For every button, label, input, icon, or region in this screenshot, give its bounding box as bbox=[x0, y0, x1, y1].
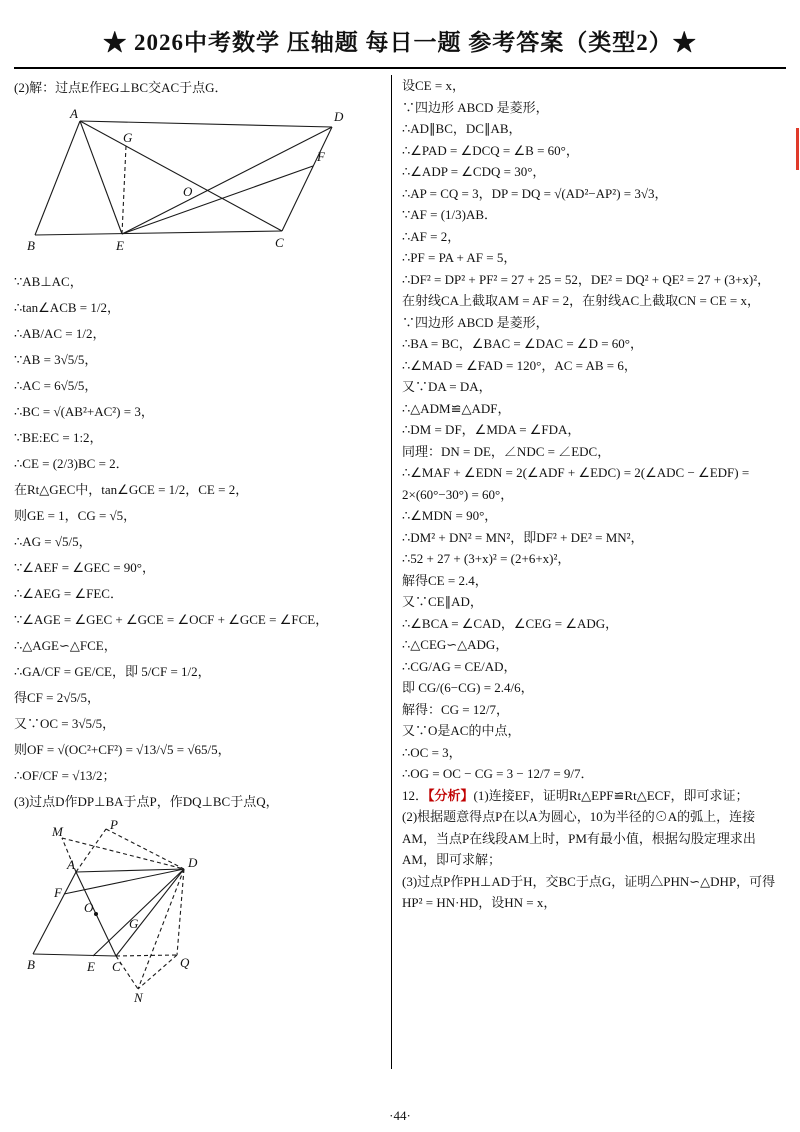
figure2-labels bbox=[27, 819, 198, 1004]
math-line: ∴52 + 27 + (3+x)² = (2+6+x)²， bbox=[402, 551, 571, 566]
math-line: 解得：CG = 12/7， bbox=[402, 701, 510, 717]
math-line: ∴∠MAD = ∠FAD = 120°，AC = AB = 6， bbox=[402, 357, 637, 373]
math-line: ∴∠MDN = 90°， bbox=[402, 508, 498, 523]
math-line: ∴∠AEG = ∠FEC． bbox=[14, 586, 123, 601]
math-line: ∴△ADM≌△ADF， bbox=[402, 400, 511, 416]
point-label-C: C bbox=[112, 959, 121, 974]
math-line: ∵四边形 ABCD 是菱形， bbox=[402, 314, 549, 330]
point-label-M: M bbox=[52, 824, 63, 839]
math-line: ∴CG/AG = CE/AD， bbox=[402, 658, 517, 674]
point-label-G: G bbox=[129, 916, 139, 931]
math-line: ∴∠BCA = ∠CAD，∠CEG = ∠ADG， bbox=[402, 615, 619, 631]
math-line: ∴DF² = DP² + PF² = 27 + 25 = 52，DE² = DQ² + QE² = 27 + (3+x)²， bbox=[402, 271, 771, 287]
math-line: ∴OF/CF = √13/2； bbox=[14, 768, 116, 783]
question-number: 12． bbox=[402, 787, 429, 803]
question-12-analysis-line bbox=[402, 785, 782, 807]
point-label-F: F bbox=[317, 149, 325, 164]
math-line: (2)根据题意得点P在以A为圆心，10为半径的⊙A的弧上，连接AM，当点P在线段AM上时，PM有最小值，根据勾股定理求出AM，即可求解； bbox=[402, 809, 756, 867]
math-line: ∴DM = DF，∠MDA = ∠FDA， bbox=[402, 422, 581, 437]
solution-step-line: (2)解：过点E作EG⊥BC交AC于点G． bbox=[14, 80, 228, 95]
figure2-lines bbox=[33, 829, 184, 989]
math-line: ∴CE = (2/3)BC = 2． bbox=[14, 456, 129, 471]
math-line: ∵AB = 3√5/5， bbox=[14, 352, 98, 367]
math-line: 在Rt△GEC中，tan∠GCE = 1/2，CE = 2， bbox=[14, 482, 249, 497]
math-line: 即 CG/(6−CG) = 2.4/6， bbox=[402, 680, 534, 695]
point-label-C: C bbox=[275, 235, 284, 250]
figure1-labels bbox=[27, 106, 344, 253]
page-title: ★ 2026中考数学 压轴题 每日一题 参考答案（类型2）★ bbox=[103, 30, 697, 55]
math-line: ∵AB⊥AC， bbox=[14, 274, 83, 289]
math-line: ∴OG = OC − CG = 3 − 12/7 = 9/7． bbox=[402, 766, 594, 781]
math-line: ∴AP = CQ = 3，DP = DQ = √(AD²−AP²) = 3√3， bbox=[402, 185, 668, 201]
math-line: ∴DM² + DN² = MN²，即DF² + DE² = MN²， bbox=[402, 529, 644, 545]
math-line: 设CE = x， bbox=[402, 78, 465, 93]
page-footer bbox=[0, 1108, 800, 1124]
point-label-G: G bbox=[123, 130, 133, 145]
math-line: 得CF = 2√5/5， bbox=[14, 690, 100, 705]
math-line: ∴PF = PA + AF = 5， bbox=[402, 250, 517, 265]
math-line: ∴△AGE∽△FCE， bbox=[14, 638, 117, 653]
figure-triangle-diagram bbox=[25, 105, 370, 263]
math-line: ∴AF = 2， bbox=[402, 228, 461, 244]
math-line: ∴AD∥BC，DC∥AB， bbox=[402, 121, 522, 136]
point-label-A: A bbox=[70, 106, 78, 121]
figure-rhombus-diagram bbox=[26, 819, 211, 1004]
point-label-O: O bbox=[183, 184, 193, 199]
math-line: ∴BC = √(AB²+AC²) = 3， bbox=[14, 404, 154, 419]
math-line: ∴∠PAD = ∠DCQ = ∠B = 60°， bbox=[402, 142, 579, 158]
math-line: 解得CE = 2.4， bbox=[402, 572, 488, 588]
math-line: ∴∠ADP = ∠CDQ = 30°， bbox=[402, 164, 546, 179]
math-line: ∵四边形 ABCD 是菱形， bbox=[402, 99, 549, 115]
math-line: ∴tan∠ACB = 1/2， bbox=[14, 300, 120, 315]
point-O-dot bbox=[94, 912, 98, 916]
math-line: 又∵CE∥AD， bbox=[402, 594, 483, 609]
math-line: ∴△CEG∽△ADG， bbox=[402, 637, 509, 652]
point-label-Q: Q bbox=[180, 955, 190, 970]
math-line: ∵BE:EC = 1:2， bbox=[14, 430, 103, 445]
solution-step-line: (3)过点D作DP⊥BA于点P，作DQ⊥BC于点Q， bbox=[14, 794, 279, 809]
point-label-A: A bbox=[67, 857, 75, 872]
point-label-O: O bbox=[84, 900, 94, 915]
math-line: 同理：DN = DE，∠NDC = ∠EDC， bbox=[402, 443, 611, 459]
math-line: ∵∠AGE = ∠GEC + ∠GCE = ∠OCF + ∠GCE = ∠FCE， bbox=[14, 612, 329, 627]
math-line: 又∵DA = DA， bbox=[402, 379, 492, 394]
point-label-P: P bbox=[110, 819, 118, 832]
analysis-text: (1)连接EF，证明Rt△EPF≌Rt△ECF，即可求证； bbox=[473, 787, 749, 803]
math-line: 又∵O是AC的中点， bbox=[402, 723, 521, 738]
two-column-content bbox=[0, 69, 800, 1069]
math-line: ∴AB/AC = 1/2， bbox=[14, 326, 106, 341]
math-line: ∴∠MAF + ∠EDN = 2(∠ADF + ∠EDC) = 2(∠ADC − ∠EDF) = 2×(60°−30°) = 60°， bbox=[402, 465, 750, 502]
math-line: ∴OC = 3， bbox=[402, 744, 462, 760]
figure1-lines bbox=[35, 121, 332, 235]
page-edge-red-mark bbox=[796, 128, 799, 170]
point-label-E: E bbox=[116, 238, 124, 253]
point-label-B: B bbox=[27, 957, 35, 972]
analysis-tag: 【分析】 bbox=[428, 787, 474, 803]
left-column bbox=[14, 75, 392, 1069]
math-line: ∴BA = BC，∠BAC = ∠DAC = ∠D = 60°， bbox=[402, 336, 644, 351]
point-label-D: D bbox=[188, 855, 198, 870]
right-column bbox=[392, 75, 782, 1069]
page-number: ·44· bbox=[389, 1108, 411, 1123]
math-line: ∴GA/CF = GE/CE，即 5/CF = 1/2， bbox=[14, 664, 211, 679]
point-label-D: D bbox=[334, 109, 344, 124]
point-label-E: E bbox=[87, 959, 95, 974]
math-line: ∴AG = √5/5， bbox=[14, 534, 92, 549]
math-line: ∴AC = 6√5/5， bbox=[14, 378, 98, 393]
math-line: 又∵OC = 3√5/5， bbox=[14, 716, 116, 731]
point-label-N: N bbox=[134, 990, 143, 1004]
math-line: ∵∠AEF = ∠GEC = 90°， bbox=[14, 560, 156, 575]
page-header bbox=[14, 0, 786, 69]
math-line: ∵AF = (1/3)AB． bbox=[402, 207, 498, 222]
point-label-F: F bbox=[54, 885, 62, 900]
math-line: 则OF = √(OC²+CF²) = √13/√5 = √65/5， bbox=[14, 742, 231, 757]
math-line: 则GE = 1，CG = √5， bbox=[14, 508, 137, 523]
math-line: (3)过点P作PH⊥AD于H，交BC于点G，证明△PHN∽△DHP，可得HP² = HN·HD，设HN = x， bbox=[402, 873, 776, 910]
point-label-B: B bbox=[27, 238, 35, 253]
math-line: 在射线CA上截取AM = AF = 2，在射线AC上截取CN = CE = x， bbox=[402, 293, 760, 308]
